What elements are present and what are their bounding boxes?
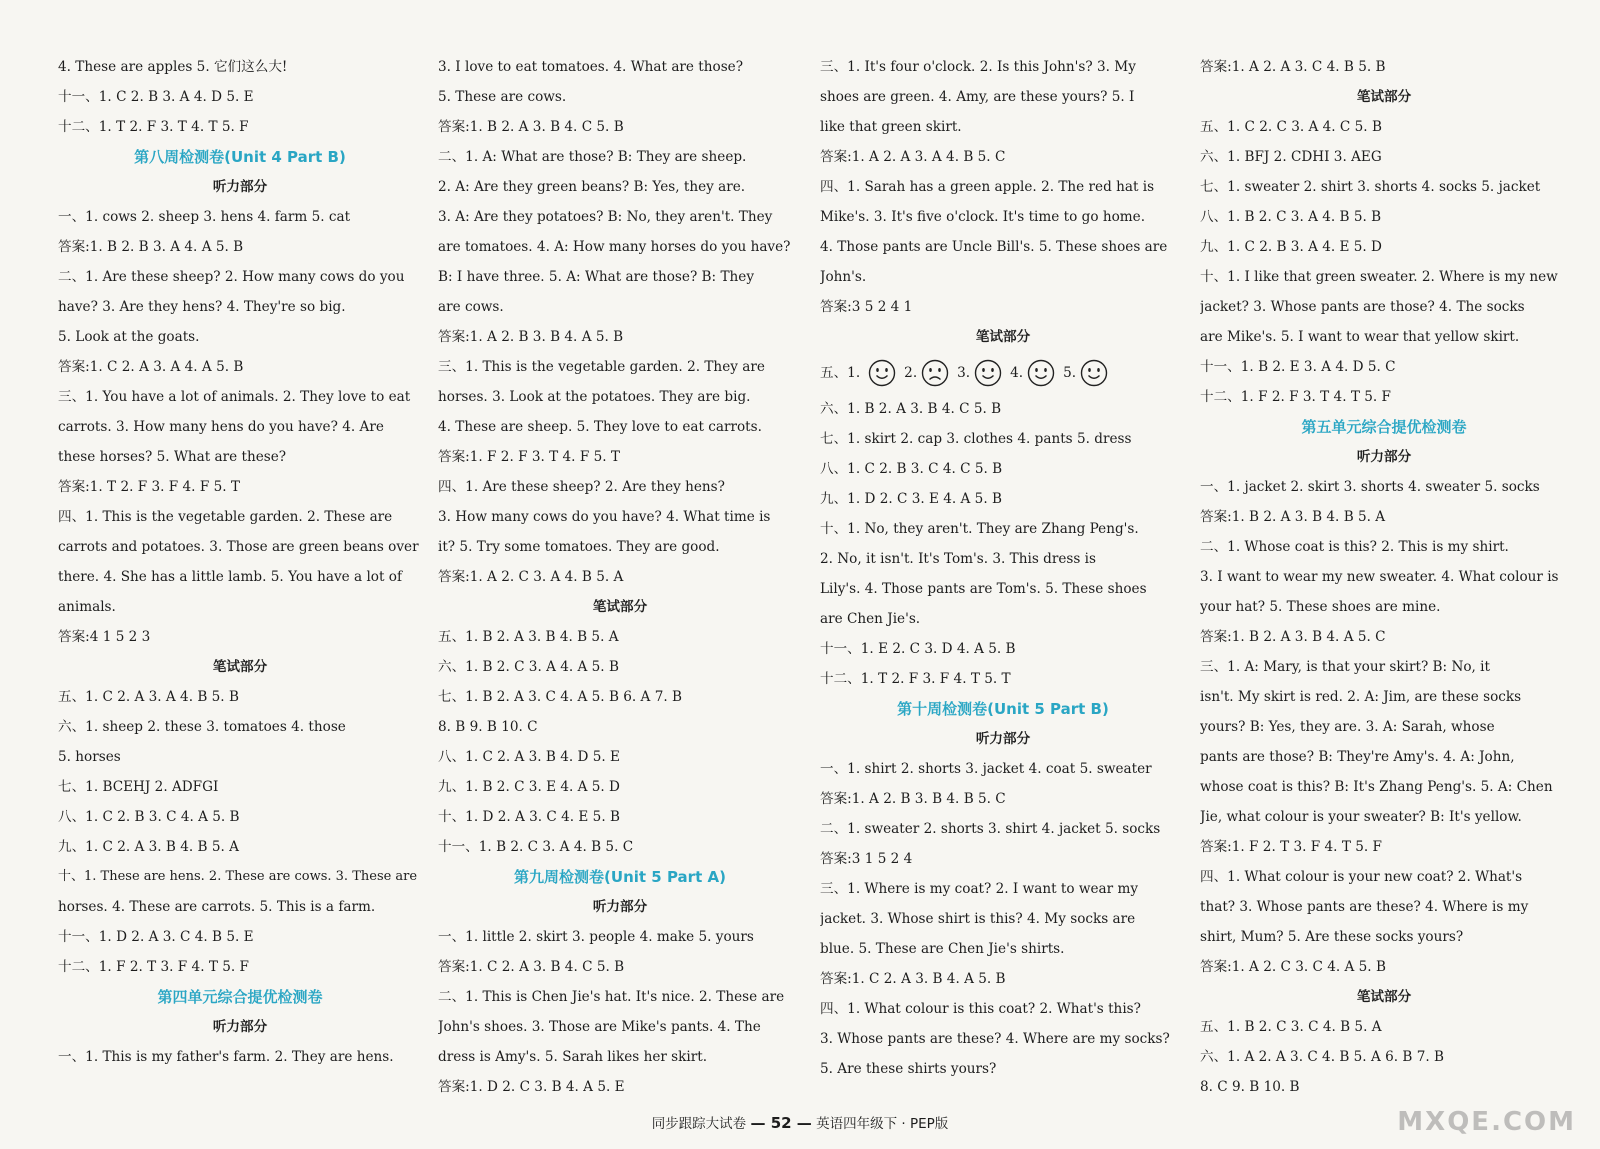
answer-line: shirt, Mum? 5. Are these socks yours? xyxy=(1200,929,1464,945)
answer-line: 一、1. cows 2. sheep 3. hens 4. farm 5. cat xyxy=(58,209,351,225)
section-subheading: 听力部分 xyxy=(212,1019,268,1035)
section-title: 第八周检测卷(Unit 4 Part B) xyxy=(134,148,346,166)
answer-line: like that green skirt. xyxy=(820,119,962,135)
column-4 xyxy=(1200,52,1568,1102)
face-answer xyxy=(1010,358,1055,388)
answer-line: dress is Amy's. 5. Sarah likes her skirt. xyxy=(438,1049,708,1065)
answer-line: 5. Look at the goats. xyxy=(58,329,200,345)
sad-face-icon xyxy=(921,359,949,387)
face-row-label: 五、1. xyxy=(820,365,861,381)
answer-line: blue. 5. These are Chen Jie's shirts. xyxy=(820,941,1065,957)
face-number: 5. xyxy=(1063,365,1077,381)
answer-line: 答案:1. F 2. F 3. T 4. F 5. T xyxy=(438,449,620,465)
section-subheading: 听力部分 xyxy=(1356,449,1412,465)
smiley-face-icon xyxy=(1027,359,1055,387)
answer-line: jacket? 3. Whose pants are those? 4. The socks xyxy=(1200,299,1525,315)
answer-line: 九、1. D 2. C 3. E 4. A 5. B xyxy=(820,491,1002,507)
answer-line: 4. These are apples 5. 它们这么大! xyxy=(58,59,288,75)
answer-line: 九、1. C 2. A 3. B 4. B 5. A xyxy=(58,839,239,855)
section-title: 第十周检测卷(Unit 5 Part B) xyxy=(897,700,1109,718)
answer-line: 三、1. A: Mary, is that your skirt? B: No, it xyxy=(1200,659,1490,675)
answer-line: shoes are green. 4. Amy, are these yours? 5. I xyxy=(820,89,1135,105)
answer-line: 十一、1. D 2. A 3. C 4. B 5. E xyxy=(58,929,254,945)
section-subheading: 笔试部分 xyxy=(212,659,268,675)
answer-line: 3. A: Are they potatoes? B: No, they aren't. They xyxy=(438,209,773,225)
face-number: 2. xyxy=(904,365,918,381)
answer-line: 答案:1. D 2. C 3. B 4. A 5. E xyxy=(438,1079,625,1095)
answer-line: 三、1. This is the vegetable garden. 2. They are xyxy=(438,359,765,375)
answer-line: 5. These are cows. xyxy=(438,89,567,105)
answer-line: 六、1. BFJ 2. CDHI 3. AEG xyxy=(1200,149,1382,165)
section-title: 第五单元综合提优检测卷 xyxy=(1301,418,1467,436)
answer-line: 七、1. B 2. A 3. C 4. A 5. B 6. A 7. B xyxy=(438,689,682,705)
answer-line: 答案:1. A 2. C 3. A 4. B 5. A xyxy=(438,569,624,585)
answer-line: 四、1. Are these sheep? 2. Are they hens? xyxy=(438,479,725,495)
section-subheading: 听力部分 xyxy=(592,899,648,915)
answer-line: 答案:1. B 2. B 3. A 4. A 5. B xyxy=(58,239,244,255)
answer-line: 5. Are these shirts yours? xyxy=(820,1061,997,1077)
answer-line: 答案:1. B 2. A 3. B 4. C 5. B xyxy=(438,119,624,135)
section-subheading: 笔试部分 xyxy=(1356,89,1412,105)
answer-line: your hat? 5. These shoes are mine. xyxy=(1200,599,1441,615)
face-number: 4. xyxy=(1010,365,1024,381)
answer-line: 五、1. C 2. C 3. A 4. C 5. B xyxy=(1200,119,1382,135)
answer-line: there. 4. She has a little lamb. 5. You have a lot of xyxy=(58,569,402,585)
answer-line: Mike's. 3. It's five o'clock. It's time to go home. xyxy=(820,209,1146,225)
section-title: 第九周检测卷(Unit 5 Part A) xyxy=(514,868,726,886)
answer-line: 一、1. jacket 2. skirt 3. shorts 4. sweater 5. socks xyxy=(1200,479,1540,495)
answer-line: 九、1. B 2. C 3. E 4. A 5. D xyxy=(438,779,620,795)
answer-line: 四、1. This is the vegetable garden. 2. These are xyxy=(58,509,393,525)
answer-line: John's shoes. 3. Those are Mike's pants. 4. The xyxy=(438,1019,761,1035)
answer-line: 答案:1. A 2. B 3. B 4. B 5. C xyxy=(820,791,1006,807)
column-1 xyxy=(58,52,422,1102)
answer-line: 答案:1. C 2. A 3. A 4. A 5. B xyxy=(58,359,244,375)
answer-line: 答案:1. A 2. A 3. C 4. B 5. B xyxy=(1200,59,1386,75)
answer-line: 八、1. C 2. B 3. C 4. C 5. B xyxy=(820,461,1003,477)
answer-line: 十一、1. B 2. C 3. A 4. B 5. C xyxy=(438,839,634,855)
section-subheading: 听力部分 xyxy=(212,179,268,195)
answer-line: 3. I want to wear my new sweater. 4. What colour is xyxy=(1200,569,1559,585)
answer-line: jacket. 3. Whose shirt is this? 4. My socks are xyxy=(820,911,1136,927)
answer-line: 8. B 9. B 10. C xyxy=(438,719,538,735)
column-2 xyxy=(438,52,802,1102)
answer-line: 3. How many cows do you have? 4. What time is xyxy=(438,509,771,525)
answer-line: Lily's. 4. Those pants are Tom's. 5. These shoes xyxy=(820,581,1147,597)
answer-line: 二、1. Are these sheep? 2. How many cows do you xyxy=(58,269,405,285)
answer-line: 七、1. skirt 2. cap 3. clothes 4. pants 5. dress xyxy=(820,431,1132,447)
smiley-face-icon xyxy=(1080,359,1108,387)
face-answer xyxy=(904,358,949,388)
answer-line: 一、1. shirt 2. shorts 3. jacket 4. coat 5. sweater xyxy=(820,761,1152,777)
footer-book-title: 同步跟踪大试卷 xyxy=(651,1116,747,1132)
answer-line: 一、1. little 2. skirt 3. people 4. make 5. yours xyxy=(438,929,754,945)
answer-line: isn't. My skirt is red. 2. A: Jim, are these socks xyxy=(1200,689,1522,705)
answer-line: 四、1. Sarah has a green apple. 2. The red hat is xyxy=(820,179,1155,195)
answer-line: 十二、1. T 2. F 3. F 4. T 5. T xyxy=(820,671,1011,687)
answer-line: 3. Whose pants are these? 4. Where are my socks? xyxy=(820,1031,1170,1047)
answer-line: 答案:1. F 2. T 3. F 4. T 5. F xyxy=(1200,839,1382,855)
answer-line: 十二、1. T 2. F 3. T 4. T 5. F xyxy=(58,119,249,135)
answer-line: 4. These are sheep. 5. They love to eat carrots. xyxy=(438,419,762,435)
watermark: MXQE.COM xyxy=(1397,1107,1576,1137)
answer-line: 八、1. C 2. B 3. C 4. A 5. B xyxy=(58,809,240,825)
section-subheading: 笔试部分 xyxy=(975,329,1031,345)
answer-line: 答案:3 1 5 2 4 xyxy=(820,851,913,867)
answer-line: 四、1. What colour is this coat? 2. What's this? xyxy=(820,1001,1141,1017)
answer-line: 三、1. Where is my coat? 2. I want to wear my xyxy=(820,881,1139,897)
answer-line: 二、1. sweater 2. shorts 3. shirt 4. jacket 5. socks xyxy=(820,821,1161,837)
answer-line: it? 5. Try some tomatoes. They are good. xyxy=(438,539,720,555)
answer-line: 2. No, it isn't. It's Tom's. 3. This dress is xyxy=(820,551,1096,567)
smiley-face-icon xyxy=(868,359,896,387)
answer-line: 3. I love to eat tomatoes. 4. What are those? xyxy=(438,59,743,75)
answer-line: 三、1. You have a lot of animals. 2. They love to eat xyxy=(58,389,411,405)
answer-line: 三、1. It's four o'clock. 2. Is this John's? 3. My xyxy=(820,59,1136,75)
answer-line: are tomatoes. 4. A: How many horses do you have? xyxy=(438,239,791,255)
answer-line: 5. horses xyxy=(58,749,121,765)
answer-line: 答案:1. B 2. A 3. B 4. A 5. C xyxy=(1200,629,1386,645)
answer-line: are Chen Jie's. xyxy=(820,611,921,627)
answer-line: 七、1. sweater 2. shirt 3. shorts 4. socks 5. jacket xyxy=(1200,179,1541,195)
answer-line: 九、1. C 2. B 3. A 4. E 5. D xyxy=(1200,239,1382,255)
column-3 xyxy=(820,52,1186,1102)
answer-line: 答案:1. C 2. A 3. B 4. C 5. B xyxy=(438,959,625,975)
answer-line: 答案:1. B 2. A 3. B 4. B 5. A xyxy=(1200,509,1386,525)
face-answer-row xyxy=(820,352,1186,394)
answer-line: 二、1. This is Chen Jie's hat. It's nice. 2. These are xyxy=(438,989,785,1005)
section-subheading: 听力部分 xyxy=(975,731,1031,747)
answer-line: 答案:1. C 2. A 3. B 4. A 5. B xyxy=(820,971,1006,987)
answer-line: 四、1. What colour is your new coat? 2. What's xyxy=(1200,869,1523,885)
answer-line: 答案:4 1 5 2 3 xyxy=(58,629,151,645)
face-answer xyxy=(957,358,1002,388)
answer-line: 十二、1. F 2. T 3. F 4. T 5. F xyxy=(58,959,249,975)
answer-line: 八、1. C 2. A 3. B 4. D 5. E xyxy=(438,749,620,765)
answer-line: yours? B: Yes, they are. 3. A: Sarah, whose xyxy=(1200,719,1495,735)
answer-line: 一、1. This is my father's farm. 2. They are hens. xyxy=(58,1049,394,1065)
answer-line: horses. 4. These are carrots. 5. This is a farm. xyxy=(58,899,376,915)
section-subheading: 笔试部分 xyxy=(1356,989,1412,1005)
answer-line: 六、1. B 2. A 3. B 4. C 5. B xyxy=(820,401,1002,417)
answer-line: 十一、1. C 2. B 3. A 4. D 5. E xyxy=(58,89,254,105)
answer-line: that? 3. Whose pants are these? 4. Where is my xyxy=(1200,899,1529,915)
answer-line: 2. A: Are they green beans? B: Yes, they are. xyxy=(438,179,746,195)
answer-line: 五、1. B 2. A 3. B 4. B 5. A xyxy=(438,629,619,645)
answer-line: Jie, what colour is your sweater? B: It's yellow. xyxy=(1200,809,1522,825)
page-footer xyxy=(0,1112,1600,1132)
page-number: — 52 — xyxy=(750,1114,812,1132)
answer-line: have? 3. Are they hens? 4. They're so big. xyxy=(58,299,346,315)
answer-line: carrots and potatoes. 3. Those are green beans over xyxy=(58,539,419,555)
answer-line: 答案:1. A 2. B 3. B 4. A 5. B xyxy=(438,329,624,345)
answer-line: 十、1. These are hens. 2. These are cows. 3. These are xyxy=(58,869,418,884)
answer-line: horses. 3. Look at the potatoes. They are big. xyxy=(438,389,751,405)
answer-line: 答案:3 5 2 4 1 xyxy=(820,299,913,315)
answer-line: 4. Those pants are Uncle Bill's. 5. These shoes are xyxy=(820,239,1168,255)
footer-subject: 英语四年级下 · PEP版 xyxy=(816,1116,949,1132)
answer-line: 十、1. D 2. A 3. C 4. E 5. B xyxy=(438,809,620,825)
answer-line: 七、1. BCEHJ 2. ADFGI xyxy=(58,779,219,795)
answer-line: 答案:1. T 2. F 3. F 4. F 5. T xyxy=(58,479,240,495)
answer-line: 答案:1. A 2. A 3. A 4. B 5. C xyxy=(820,149,1006,165)
section-title: 第四单元综合提优检测卷 xyxy=(157,988,323,1006)
answer-line: carrots. 3. How many hens do you have? 4. Are xyxy=(58,419,384,435)
answer-line: pants are those? B: They're Amy's. 4. A: John, xyxy=(1200,749,1515,765)
answer-line: 五、1. C 2. A 3. A 4. B 5. B xyxy=(58,689,239,705)
answer-line: B: I have three. 5. A: What are those? B: They xyxy=(438,269,754,285)
answer-line: animals. xyxy=(58,599,116,615)
answer-line: 六、1. A 2. A 3. C 4. B 5. A 6. B 7. B xyxy=(1200,1049,1444,1065)
face-answer xyxy=(868,359,896,387)
face-number: 3. xyxy=(957,365,971,381)
answer-line: 二、1. Whose coat is this? 2. This is my shirt. xyxy=(1200,539,1509,555)
answer-line: 答案:1. A 2. C 3. C 4. A 5. B xyxy=(1200,959,1386,975)
answer-line: 五、1. B 2. C 3. C 4. B 5. A xyxy=(1200,1019,1382,1035)
section-subheading: 笔试部分 xyxy=(592,599,648,615)
answer-line: are cows. xyxy=(438,299,504,315)
answer-line: these horses? 5. What are these? xyxy=(58,449,287,465)
answer-line: 8. C 9. B 10. B xyxy=(1200,1079,1300,1095)
answer-line: 六、1. sheep 2. these 3. tomatoes 4. those xyxy=(58,719,346,735)
face-answer xyxy=(1063,358,1108,388)
answer-line: 十一、1. B 2. E 3. A 4. D 5. C xyxy=(1200,359,1396,375)
answer-line: 十一、1. E 2. C 3. D 4. A 5. B xyxy=(820,641,1016,657)
answer-line: whose coat is this? B: It's Zhang Peng's. 5. A: Chen xyxy=(1200,779,1553,795)
answer-line: 二、1. A: What are those? B: They are sheep. xyxy=(438,149,747,165)
answer-line: 十、1. I like that green sweater. 2. Where is my new xyxy=(1200,269,1558,285)
smiley-face-icon xyxy=(974,359,1002,387)
answer-line: 十二、1. F 2. F 3. T 4. T 5. F xyxy=(1200,389,1391,405)
answer-line: John's. xyxy=(820,269,867,285)
answer-line: 八、1. B 2. C 3. A 4. B 5. B xyxy=(1200,209,1382,225)
answer-line: 十、1. No, they aren't. They are Zhang Peng's. xyxy=(820,521,1139,537)
answer-line: 六、1. B 2. C 3. A 4. A 5. B xyxy=(438,659,619,675)
answer-line: are Mike's. 5. I want to wear that yellow skirt. xyxy=(1200,329,1520,345)
